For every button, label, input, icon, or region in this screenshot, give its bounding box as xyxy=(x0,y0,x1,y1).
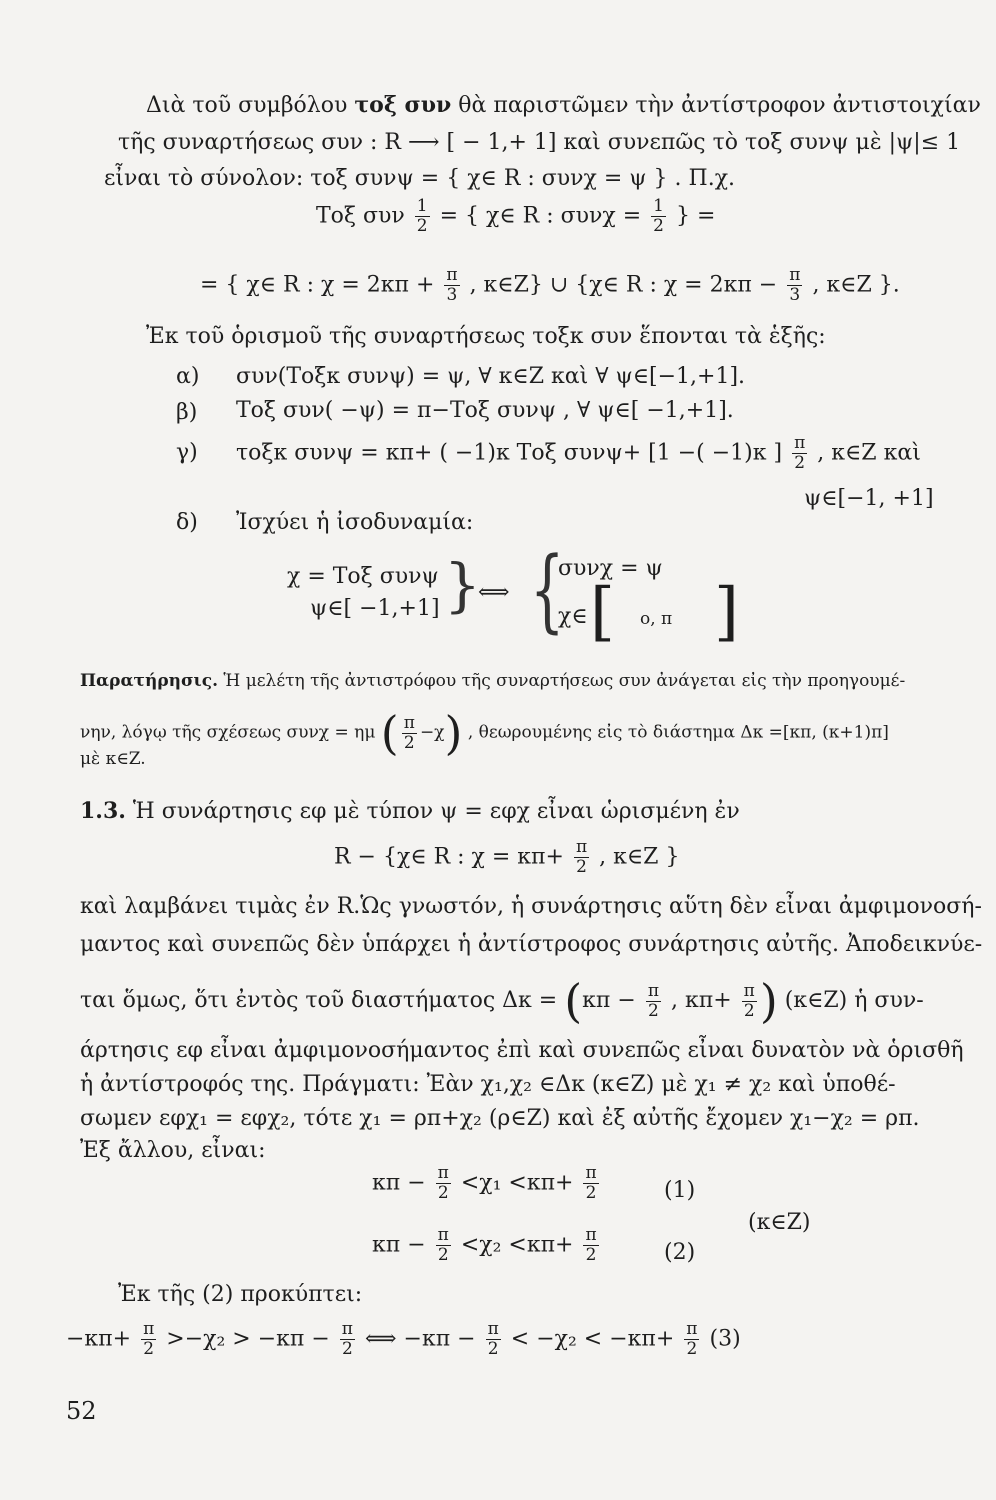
remark-title: Παρατήρησις. xyxy=(80,671,219,691)
right-brace: } xyxy=(444,551,481,619)
body-line2: μαντος καὶ συνεπῶς δὲν ὑπάρχει ἡ ἀντίστροφος συνάρτησις αὐτῆς. Ἀποδεικνύε- xyxy=(80,932,983,957)
example-end: } = xyxy=(675,203,716,229)
set-part3: , κ∈Z }. xyxy=(812,272,900,298)
example-line xyxy=(316,197,715,236)
body-line3-post: (κ∈Z) ἡ συν- xyxy=(784,988,924,1013)
ineq1-mid: <χ₁ <κπ+ xyxy=(460,1170,574,1196)
item-b-text: Τοξ συν( −ψ) = π−Τοξ συνψ , ∀ ψ∈[ −1,+1]. xyxy=(236,398,734,423)
item-a-text: συν(Τοξκ συνψ) = ψ, ∀ κ∈Z καὶ ∀ ψ∈[−1,+1]. xyxy=(236,364,746,389)
body-line3-in1: κπ − xyxy=(582,988,636,1013)
para1-line1-post: θὰ παριστῶμεν τὴν ἀντίστροφον ἀντιστοιχίαν xyxy=(451,93,981,118)
right-bracket: ] xyxy=(714,575,739,649)
left-bracket: [ xyxy=(590,575,615,649)
ineq-label2: (2) xyxy=(664,1240,696,1265)
final-p4: < −χ₂ < −κπ+ xyxy=(510,1326,675,1352)
remark-line1 xyxy=(80,670,905,692)
body-line3: ται ὅμως, ὅτι ἐντὸς τοῦ διαστήματος Δκ = (κπ − $\frac{\pi}{2}$ , κπ+ $\frac{\pi}{2}$ ) (κ∈Z) ἡ συν- xyxy=(80,974,924,1028)
fraction-pi-third-2: $\frac{\pi}{3}$ xyxy=(789,265,801,305)
ineq-label1: (1) xyxy=(664,1178,696,1203)
example-mid: = { χ∈ R : συνχ = xyxy=(439,203,642,229)
domain-line xyxy=(334,838,679,877)
ineq2-mid: <χ₂ <κπ+ xyxy=(460,1232,574,1258)
equiv-right1: συνχ = ψ xyxy=(558,556,663,581)
remark-line3: μὲ κ∈Z. xyxy=(80,749,146,769)
body-line4: άρτησις εφ εἶναι ἀμφιμονοσήμαντος ἐπὶ καὶ συνεπῶς εἶναι δυνατὸν νὰ ὁρισθῆ xyxy=(80,1038,964,1063)
item-c-cont: ψ∈[−1, +1] xyxy=(804,486,934,511)
equiv-left2: ψ∈[ −1,+1] xyxy=(310,596,440,621)
section-title: Ἡ συνάρτησις εφ μὲ τύπον ψ = εφχ εἶναι ὡρισμένη ἐν xyxy=(125,799,740,824)
page-number: 52 xyxy=(66,1397,97,1425)
item-c-line xyxy=(236,434,921,473)
fraction-pi-half-i2a: $\frac{\pi}{2}$ xyxy=(437,1225,449,1265)
para1-line2: τῆς συναρτήσεως συν : R ⟶ [ − 1,+ 1] καὶ συνεπῶς τὸ τοξ συνψ μὲ |ψ|≤ 1 xyxy=(118,130,961,155)
fraction-pi-half-f2: $\frac{\pi}{2}$ xyxy=(341,1319,353,1359)
ineq2-kp: κπ − xyxy=(372,1232,426,1258)
body-line6: σωμεν εφχ₁ = εφχ₂, τότε χ₁ = ρπ+χ₂ (ρ∈Z) καὶ ἐξ αὐτῆς ἔχομεν χ₁−χ₂ = ρπ. xyxy=(80,1106,920,1131)
fraction-pi-half-i2b: $\frac{\pi}{2}$ xyxy=(585,1225,597,1265)
para1-line3: εἶναι τὸ σύνολον: τοξ συνψ = { χ∈ R : συνχ = ψ } . Π.χ. xyxy=(104,166,736,191)
equiv-right2: χ∈ xyxy=(558,604,588,629)
set-part1: = { χ∈ R : χ = 2κπ + xyxy=(200,272,435,298)
remark-text1: Ἡ μελέτη τῆς ἀντιστρόφου τῆς συναρτήσεως συν ἀνάγεται εἰς τὴν προηγουμέ- xyxy=(218,671,906,691)
final-line xyxy=(66,1320,741,1359)
from-two-line: Ἐκ τῆς (2) προκύπτει: xyxy=(118,1282,363,1307)
ineq-condition: (κ∈Z) xyxy=(748,1210,811,1235)
fraction-pi-half-f4: $\frac{\pi}{2}$ xyxy=(686,1319,698,1359)
item-c-end: , κ∈Z καὶ xyxy=(817,440,921,466)
domain-end: , κ∈Z } xyxy=(599,844,680,870)
domain-text: R − {χ∈ R : χ = κπ+ xyxy=(334,844,564,870)
final-p2: >−χ₂ > −κπ − xyxy=(166,1326,330,1352)
equiv-interval: ο, π xyxy=(640,609,673,629)
final-p1: −κπ+ xyxy=(66,1326,132,1352)
fraction-pi-half-c: $\frac{\pi}{2}$ xyxy=(794,433,806,473)
body-line7: Ἐξ ἄλλου, εἶναι: xyxy=(80,1138,266,1163)
equiv-left1: χ = Τοξ συνψ xyxy=(287,564,439,589)
fraction-pi-third: $\frac{\pi}{3}$ xyxy=(446,265,458,305)
section-number: 1.3. xyxy=(80,798,126,824)
body-line3-pre: ται ὅμως, ὅτι ἐντὸς τοῦ διαστήματος Δκ = xyxy=(80,988,558,1013)
ineq-line1 xyxy=(372,1164,602,1203)
remark-paren-expr: −χ xyxy=(419,722,445,743)
final-p3: −κπ − xyxy=(403,1326,476,1352)
para1-line1 xyxy=(146,92,981,119)
item-a-label: α) xyxy=(176,364,200,389)
remark-line2: νην, λόγῳ τῆς σχέσεως συνχ = ημ ( $\frac{\pi}{2}$ −χ) , θεωρουμένης εἰς τὸ διάστημα Δκ =[κπ, (κ+1)π] xyxy=(80,706,889,760)
set-line xyxy=(200,266,900,305)
body-line5: ἡ ἀντίστροφός της. Πράγματι: Ἐὰν χ₁,χ₂ ∈Δκ (κ∈Z) μὲ χ₁ ≠ χ₂ καὶ ὑποθέ- xyxy=(80,1072,896,1097)
set-part2: , κ∈Z} ∪ {χ∈ R : χ = 2κπ − xyxy=(469,272,778,298)
remark-line2-pre: νην, λόγῳ τῆς σχέσεως συνχ = ημ xyxy=(80,722,376,743)
fraction-one-half-2: $\frac{1}{2}$ xyxy=(653,196,664,236)
equiv-arrow: ⟺ xyxy=(478,580,510,605)
final-label: (3) xyxy=(709,1326,741,1352)
ineq1-kp: κπ − xyxy=(372,1170,426,1196)
final-arrow: ⟺ xyxy=(364,1326,397,1352)
body-line3-in2: , κπ+ xyxy=(671,988,732,1013)
fraction-one-half: $\frac{1}{2}$ xyxy=(416,196,428,236)
item-b-label: β) xyxy=(176,400,198,425)
section-heading xyxy=(80,798,740,825)
fraction-pi-half-i1a: $\frac{\pi}{2}$ xyxy=(437,1163,449,1203)
fraction-pi-half-i1b: $\frac{\pi}{2}$ xyxy=(585,1163,597,1203)
item-c-label: γ) xyxy=(176,440,198,465)
left-brace: { xyxy=(530,538,565,643)
remark-line2-post: , θεωρουμένης εἰς τὸ διάστημα Δκ =[κπ, (κ+1)π] xyxy=(467,722,889,743)
consequences-intro: Ἐκ τοῦ ὁρισμοῦ τῆς συναρτήσεως τοξκ συν ἕπονται τὰ ἑξῆς: xyxy=(146,324,826,349)
ineq-line2 xyxy=(372,1226,602,1265)
fraction-pi-half-remark: $\frac{\pi}{2}$ xyxy=(403,712,415,753)
body-line1: καὶ λαμβάνει τιμὰς ἐν R.Ὡς γνωστόν, ἡ συνάρτησις αὕτη δὲν εἶναι ἀμφιμονοσή- xyxy=(80,894,982,919)
fraction-pi-half-f1: $\frac{\pi}{2}$ xyxy=(143,1319,155,1359)
fraction-pi-half-f3: $\frac{\pi}{2}$ xyxy=(487,1319,499,1359)
item-d-label: δ) xyxy=(176,510,198,535)
fraction-pi-half-interval1: $\frac{\pi}{2}$ xyxy=(647,980,659,1021)
item-d-text: Ἰσχύει ἡ ἰσοδυναμία: xyxy=(236,510,474,535)
fraction-pi-half-interval2: $\frac{\pi}{2}$ xyxy=(743,980,755,1021)
example-lhs: Τοξ συν xyxy=(316,203,405,229)
fraction-pi-half-domain: $\frac{\pi}{2}$ xyxy=(575,837,588,877)
para1-line1-pre: Διὰ τοῦ συμβόλου xyxy=(146,93,355,118)
term-tox-syn: τοξ συν xyxy=(354,92,452,118)
item-c-text: τοξκ συνψ = κπ+ ( −1)κ Τοξ συνψ+ [1 −( −1)κ ] xyxy=(236,440,783,466)
